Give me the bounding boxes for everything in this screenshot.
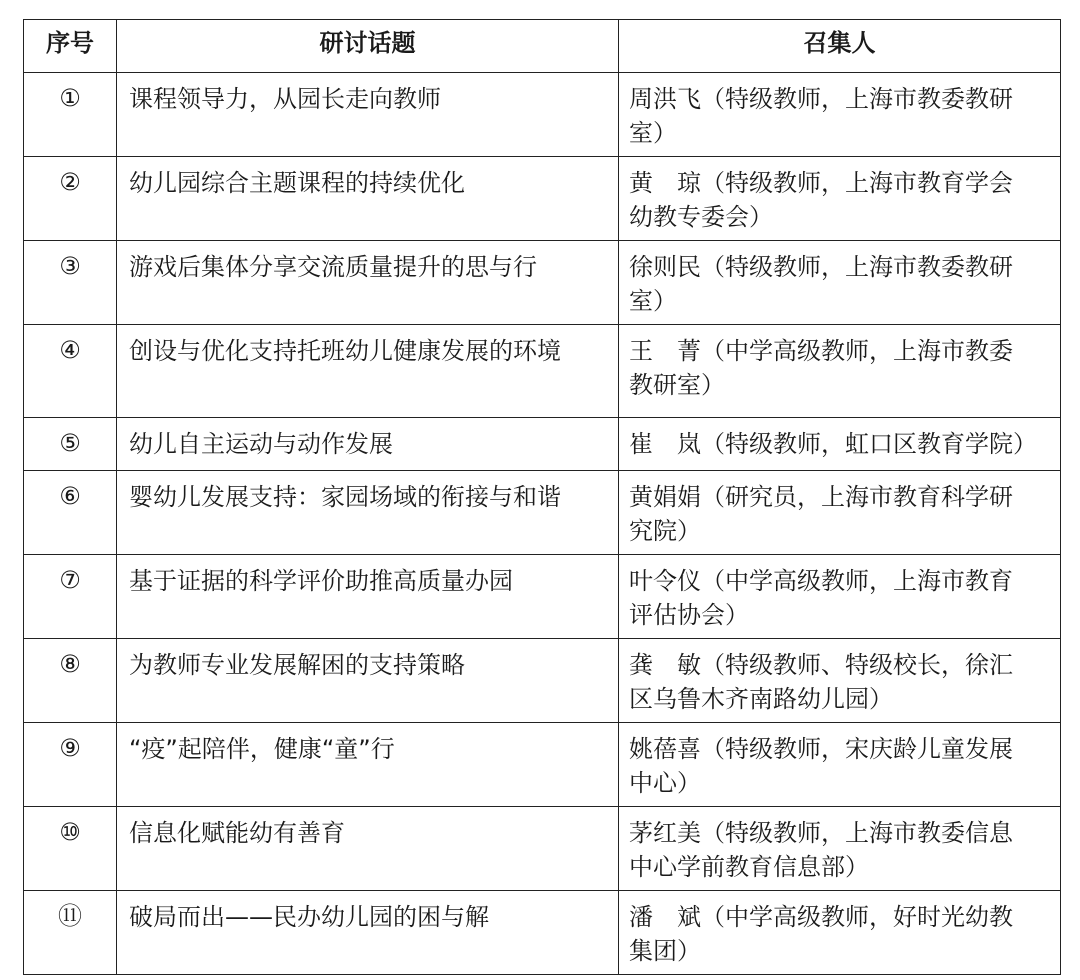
- convener-line: 黄 琼（特级教师，上海市教育学会: [629, 169, 1013, 197]
- convener-line: 龚 敏（特级教师、特级校长，徐汇: [629, 651, 1013, 679]
- row-topic: 课程领导力，从园长走向教师: [117, 73, 619, 157]
- row-topic: 游戏后集体分享交流质量提升的思与行: [117, 241, 619, 325]
- row-convener: [619, 241, 1061, 325]
- convener-line: 幼教专委会）: [629, 203, 773, 231]
- table-row: [24, 325, 1061, 418]
- table-row: [24, 73, 1061, 157]
- convener-line: 徐则民（特级教师，上海市教委教研: [629, 253, 1013, 281]
- row-seq: ⑦: [24, 555, 117, 639]
- row-seq: ⑥: [24, 471, 117, 555]
- convener-line: 集团）: [629, 937, 701, 965]
- row-topic: 幼儿自主运动与动作发展: [117, 418, 619, 471]
- row-convener: [619, 807, 1061, 891]
- row-topic: 婴幼儿发展支持：家园场域的衔接与和谐: [117, 471, 619, 555]
- convener-line: 教研室）: [629, 371, 725, 399]
- header-topic: 研讨话题: [117, 20, 619, 73]
- header-convener: 召集人: [619, 20, 1061, 73]
- convener-line: 周洪飞（特级教师，上海市教委教研: [629, 85, 1013, 113]
- convener-line: 姚蓓喜（特级教师，宋庆龄儿童发展: [629, 735, 1013, 763]
- table-row: [24, 157, 1061, 241]
- row-convener: [619, 418, 1061, 471]
- row-seq: ⑧: [24, 639, 117, 723]
- table-row: [24, 241, 1061, 325]
- row-seq: ⑪: [24, 891, 117, 975]
- row-convener: [619, 723, 1061, 807]
- row-topic: 基于证据的科学评价助推高质量办园: [117, 555, 619, 639]
- row-convener: [619, 73, 1061, 157]
- row-seq: ⑩: [24, 807, 117, 891]
- table-row: [24, 807, 1061, 891]
- convener-line: 中心）: [629, 769, 701, 797]
- row-topic: 创设与优化支持托班幼儿健康发展的环境: [117, 325, 619, 418]
- row-seq: ①: [24, 73, 117, 157]
- row-seq: ④: [24, 325, 117, 418]
- header-row: [24, 20, 1061, 73]
- table-row: [24, 555, 1061, 639]
- convener-line: 崔 岚（特级教师，虹口区教育学院）: [629, 430, 1037, 458]
- table-row: [24, 418, 1061, 471]
- row-topic: “疫”起陪伴，健康“童”行: [117, 723, 619, 807]
- table-row: [24, 639, 1061, 723]
- row-seq: ⑨: [24, 723, 117, 807]
- convener-line: 潘 斌（中学高级教师，好时光幼教: [629, 903, 1013, 931]
- table-body: [24, 73, 1061, 975]
- row-convener: [619, 471, 1061, 555]
- row-seq: ③: [24, 241, 117, 325]
- row-topic: 幼儿园综合主题课程的持续优化: [117, 157, 619, 241]
- table-row: [24, 723, 1061, 807]
- row-topic: 信息化赋能幼有善育: [117, 807, 619, 891]
- convener-line: 评估协会）: [629, 601, 749, 629]
- topics-table: [23, 19, 1061, 975]
- row-convener: [619, 639, 1061, 723]
- row-convener: [619, 555, 1061, 639]
- convener-line: 区乌鲁木齐南路幼儿园）: [629, 685, 893, 713]
- row-convener: [619, 157, 1061, 241]
- convener-line: 王 菁（中学高级教师，上海市教委: [629, 337, 1013, 365]
- convener-line: 室）: [629, 287, 677, 315]
- convener-line: 中心学前教育信息部）: [629, 853, 869, 881]
- row-topic: 破局而出——民办幼儿园的困与解: [117, 891, 619, 975]
- convener-line: 茅红美（特级教师，上海市教委信息: [629, 819, 1013, 847]
- convener-line: 叶令仪（中学高级教师，上海市教育: [629, 567, 1013, 595]
- table-row: [24, 891, 1061, 975]
- table-row: [24, 471, 1061, 555]
- row-seq: ⑤: [24, 418, 117, 471]
- row-convener: [619, 891, 1061, 975]
- row-convener: [619, 325, 1061, 418]
- convener-line: 究院）: [629, 517, 701, 545]
- row-seq: ②: [24, 157, 117, 241]
- row-topic: 为教师专业发展解困的支持策略: [117, 639, 619, 723]
- convener-line: 黄娟娟（研究员，上海市教育科学研: [629, 483, 1013, 511]
- convener-line: 室）: [629, 119, 677, 147]
- header-seq: 序号: [24, 20, 117, 73]
